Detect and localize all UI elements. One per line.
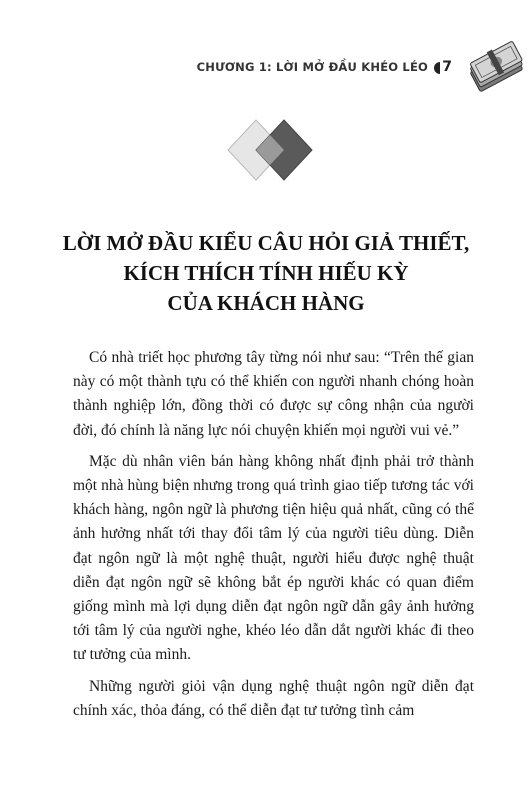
body-text xyxy=(73,346,474,730)
chapter-title: CHƯƠNG 1: LỜI MỞ ĐẦU KHÉO LÉO xyxy=(196,60,428,74)
paragraph: Những người giỏi vận dụng nghệ thuật ngôn ngữ diễn đạt chính xác, thỏa đáng, có thể diễn đạt tư tưởng tình cảm xyxy=(73,677,474,719)
paragraph: Mặc dù nhân viên bán hàng không nhất định phải trở thành một nhà hùng biện nhưng trong quá trình giao tiếp tương tác với khách hàng, ngôn ngữ là phương tiện hiệu quả nhất, cũng có thể ảnh hưởng nhất tới thay đổi tâm lý của người tiêu dùng. Diễn đạt ngôn ngữ là một nghệ thuật, người hiểu được nghệ thuật diễn đạt ngôn ngữ sẽ không bắt ép người khác có quan điểm giống mình mà lợi dụng diễn đạt ngôn ngữ dẫn gây ảnh hưởng tới tâm lý của người nghe, khéo léo dẫn dắt người khác đi theo tư tưởng của mình. xyxy=(73,452,474,664)
half-circle-icon xyxy=(432,62,440,74)
page-number: 7 xyxy=(442,59,452,75)
running-header xyxy=(0,58,532,82)
diamond-ornament-icon xyxy=(226,118,314,182)
money-stack-icon xyxy=(466,40,526,98)
title-line: KÍCH THÍCH TÍNH HIẾU KỲ xyxy=(123,261,409,285)
chapter-section-title xyxy=(40,228,492,318)
paragraph: Có nhà triết học phương tây từng nói như sau: “Trên thế gian này có một thành tựu có thể khiến con người nhanh chóng hoàn thành nghiệp lớn, đồng thời có được sự công nhận của người đời, đó chính là năng lực nói chuyện khiến mọi người vui vẻ.” xyxy=(73,349,474,439)
title-line: LỜI MỞ ĐẦU KIỂU CÂU HỎI GIẢ THIẾT, xyxy=(62,231,470,255)
title-line: CỦA KHÁCH HÀNG xyxy=(167,291,365,315)
